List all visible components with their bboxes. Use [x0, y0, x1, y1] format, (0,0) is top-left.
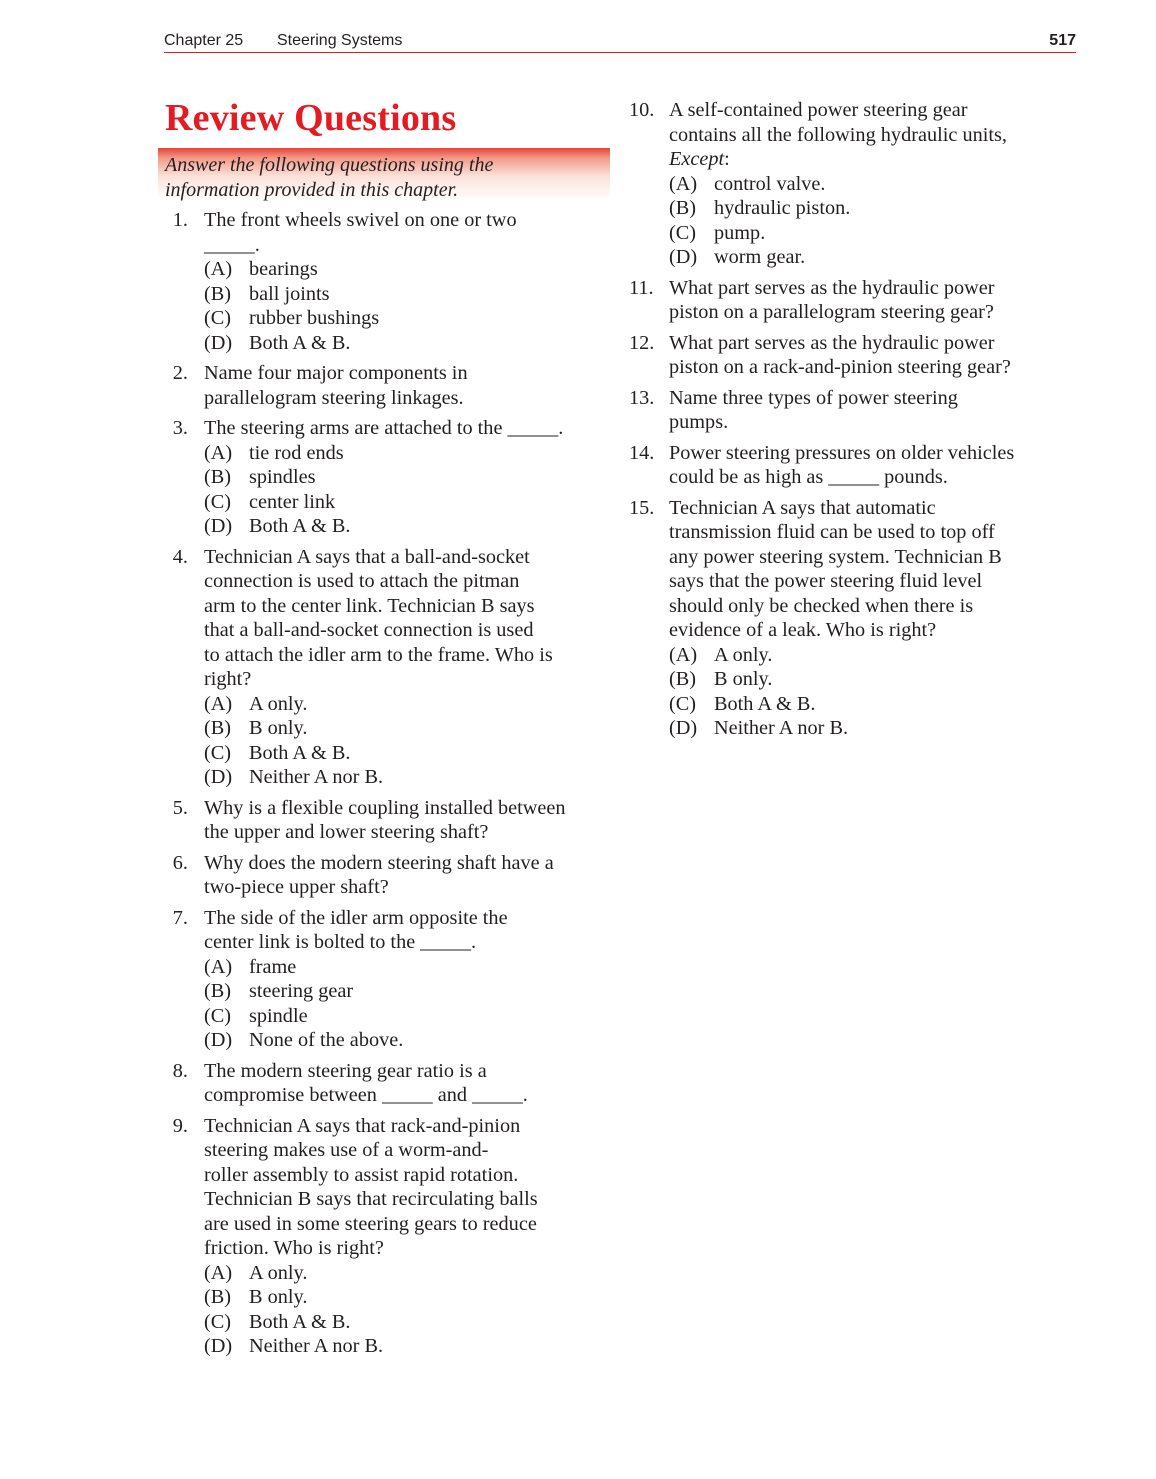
- question-number: 11.: [629, 276, 654, 299]
- page-number: 517: [1049, 32, 1076, 49]
- question-text-line: roller assembly to assist rapid rotation.: [204, 1163, 519, 1186]
- question-text-line: connection is used to attach the pitman: [204, 570, 520, 592]
- intro-text: [158, 148, 610, 202]
- option-letter: (A): [204, 258, 233, 280]
- option-letter: (D): [669, 246, 698, 268]
- question-number: 5.: [172, 796, 188, 819]
- question-text-line: piston on a parallelogram steering gear?: [669, 301, 994, 323]
- answer-option: [164, 257, 566, 282]
- question-text-line: Technician A says that a ball-and-socket: [204, 545, 530, 568]
- right-column: [629, 98, 1014, 747]
- answer-option: [164, 1334, 566, 1359]
- intro-banner: [158, 148, 610, 204]
- question-number: 1.: [172, 209, 188, 231]
- question-number: 6.: [172, 851, 188, 874]
- answer-option: [629, 245, 1014, 270]
- intro-line: Answer the following questions using the: [165, 154, 494, 176]
- question: [164, 851, 566, 900]
- option-letter: (B): [204, 466, 232, 488]
- option-letter: (C): [669, 692, 697, 715]
- question-number: 4.: [172, 545, 188, 568]
- intro-line: information provided in this chapter.: [165, 178, 459, 201]
- question-text-line: A self-contained power steering gear: [669, 99, 968, 121]
- answer-option: [164, 282, 566, 307]
- question-text-line: What part serves as the hydraulic power: [669, 276, 995, 299]
- option-text: worm gear.: [714, 246, 806, 268]
- question-text-line: the upper and lower steering shaft?: [204, 821, 489, 843]
- option-letter: (C): [669, 221, 697, 244]
- option-text: rubber bushings: [249, 307, 380, 329]
- question: [629, 496, 1014, 741]
- option-text: pump.: [714, 221, 766, 244]
- question: [164, 796, 566, 845]
- option-text: spindle: [249, 1004, 308, 1027]
- option-text: B only.: [249, 1286, 308, 1308]
- except-text: Except: [669, 148, 725, 170]
- question-text-line: Technician B says that recirculating balls: [204, 1188, 538, 1210]
- question-text-line: are used in some steering gears to reduce: [204, 1212, 537, 1235]
- answer-option: [164, 1028, 566, 1053]
- question-text-line: center link is bolted to the _____.: [204, 931, 477, 953]
- question-text-line: parallelogram steering linkages.: [204, 386, 464, 409]
- question: [629, 98, 1014, 270]
- answer-option: [164, 306, 566, 331]
- option-letter: (D): [204, 515, 233, 537]
- left-column: [164, 208, 566, 1365]
- question-text-line: Power steering pressures on older vehicles: [669, 441, 1015, 464]
- question: [629, 441, 1014, 490]
- option-letter: (A): [204, 955, 233, 978]
- option-text: Both A & B.: [249, 515, 351, 537]
- question-text-line: The front wheels swivel on one or two: [204, 209, 517, 231]
- answer-option: [629, 643, 1014, 668]
- question-text-line: right?: [204, 668, 252, 690]
- question-text-line: piston on a rack-and-pinion steering gear?: [669, 356, 1011, 378]
- option-text: tie rod ends: [249, 441, 344, 464]
- question-number: 2.: [172, 362, 188, 384]
- question-text-line: Technician A says that rack-and-pinion: [204, 1114, 521, 1137]
- answer-option: [164, 465, 566, 490]
- answer-option: [164, 692, 566, 717]
- option-text: Neither A nor B.: [714, 717, 849, 739]
- option-text: center link: [249, 490, 336, 513]
- option-text: B only.: [249, 717, 308, 739]
- option-letter: (B): [669, 668, 697, 690]
- option-text: steering gear: [249, 980, 354, 1002]
- option-letter: (C): [204, 307, 232, 329]
- option-letter: (A): [204, 692, 233, 715]
- option-text: spindles: [249, 466, 316, 488]
- option-text: Neither A nor B.: [249, 766, 384, 788]
- question: [164, 361, 566, 410]
- option-letter: (C): [204, 741, 232, 764]
- option-text: A only.: [249, 1261, 308, 1284]
- answer-option: [164, 514, 566, 539]
- question: [164, 1059, 566, 1108]
- answer-option: [629, 692, 1014, 717]
- option-letter: (A): [204, 441, 233, 464]
- option-letter: (B): [669, 197, 697, 219]
- question-text-line: any power steering system. Technician B: [669, 545, 1002, 568]
- question-text-line: _____.: [204, 233, 260, 256]
- answer-option: [164, 490, 566, 515]
- question-text-line: Why is a flexible coupling installed between: [204, 796, 566, 819]
- option-text: Neither A nor B.: [249, 1335, 384, 1357]
- question-text-line: The modern steering gear ratio is a: [204, 1059, 487, 1082]
- question-text-line: says that the power steering fluid level: [669, 570, 983, 592]
- question-text-line: transmission fluid can be used to top off: [669, 521, 995, 543]
- question-text-line: What part serves as the hydraulic power: [669, 331, 995, 354]
- option-letter: (B): [204, 980, 232, 1002]
- option-text: bearings: [249, 258, 318, 280]
- question-number: 9.: [172, 1114, 188, 1137]
- question-number: 15.: [629, 496, 655, 519]
- running-header: [164, 30, 1076, 53]
- option-letter: (A): [669, 172, 698, 195]
- answer-option: [164, 979, 566, 1004]
- question-text-line: Technician A says that automatic: [669, 496, 936, 519]
- question: [629, 386, 1014, 435]
- option-letter: (D): [204, 1335, 233, 1357]
- question-text-line: friction. Who is right?: [204, 1237, 384, 1259]
- question-text-line: contains all the following hydraulic units,: [669, 123, 1007, 146]
- question-text-line: to attach the idler arm to the frame. Who is: [204, 643, 553, 666]
- answer-option: [164, 1261, 566, 1286]
- answer-option: [629, 667, 1014, 692]
- question: [164, 1114, 566, 1359]
- answer-option: [629, 716, 1014, 741]
- question: [164, 906, 566, 1053]
- question-number: 10.: [629, 99, 655, 121]
- option-text: None of the above.: [249, 1029, 404, 1051]
- question-text-line: Except:: [669, 148, 730, 170]
- option-text: Both A & B.: [249, 741, 351, 764]
- option-text: B only.: [714, 668, 773, 690]
- option-letter: (C): [204, 490, 232, 513]
- option-text: A only.: [714, 643, 773, 666]
- option-letter: (D): [204, 766, 233, 788]
- question-text-line: should only be checked when there is: [669, 594, 974, 617]
- answer-option: [164, 1004, 566, 1029]
- section-title: Review Questions: [165, 97, 457, 139]
- option-letter: (B): [204, 1286, 232, 1308]
- question-text-line: compromise between _____ and _____.: [204, 1084, 528, 1106]
- answer-option: [164, 741, 566, 766]
- option-letter: (A): [669, 643, 698, 666]
- question-text-line: arm to the center link. Technician B says: [204, 594, 535, 617]
- question: [164, 208, 566, 355]
- question-number: 14.: [629, 441, 655, 464]
- option-letter: (D): [669, 717, 698, 739]
- answer-option: [164, 955, 566, 980]
- option-text: Both A & B.: [249, 1310, 351, 1333]
- option-letter: (B): [204, 717, 232, 739]
- question-text-line: pumps.: [669, 411, 729, 433]
- answer-option: [164, 1285, 566, 1310]
- option-text: frame: [249, 955, 297, 978]
- answer-option: [164, 765, 566, 790]
- option-text: Both A & B.: [714, 692, 816, 715]
- chapter-number: Chapter 25: [164, 32, 244, 49]
- chapter-title: Steering Systems: [277, 32, 403, 49]
- option-letter: (B): [204, 282, 232, 305]
- answer-option: [164, 716, 566, 741]
- question-text-line: evidence of a leak. Who is right?: [669, 619, 937, 641]
- option-letter: (D): [204, 331, 233, 354]
- question-number: 12.: [629, 331, 655, 354]
- option-text: A only.: [249, 692, 308, 715]
- question-number: 8.: [172, 1059, 188, 1082]
- answer-option: [629, 196, 1014, 221]
- answer-option: [164, 1310, 566, 1335]
- question-text-line: that a ball-and-socket connection is used: [204, 619, 534, 641]
- option-letter: (C): [204, 1310, 232, 1333]
- question-text-line: steering makes use of a worm-and-: [204, 1139, 489, 1161]
- question: [164, 416, 566, 539]
- question-text-line: Name three types of power steering: [669, 386, 958, 409]
- option-letter: (C): [204, 1004, 232, 1027]
- answer-option: [164, 441, 566, 466]
- option-text: ball joints: [249, 282, 330, 305]
- question-text-line: The steering arms are attached to the _____.: [204, 417, 564, 439]
- question: [629, 276, 1014, 325]
- option-letter: (D): [204, 1029, 233, 1051]
- question-text-line: Name four major components in: [204, 362, 468, 384]
- question-text-line: The side of the idler arm opposite the: [204, 906, 508, 929]
- question-number: 13.: [629, 386, 655, 409]
- question-text-line: Why does the modern steering shaft have a: [204, 851, 554, 874]
- answer-option: [629, 172, 1014, 197]
- question: [164, 545, 566, 790]
- answer-option: [629, 221, 1014, 246]
- question: [629, 331, 1014, 380]
- answer-option: [164, 331, 566, 356]
- option-text: control valve.: [714, 172, 826, 195]
- option-text: Both A & B.: [249, 331, 351, 354]
- option-text: hydraulic piston.: [714, 197, 851, 219]
- question-number: 3.: [172, 417, 188, 439]
- question-text-line: could be as high as _____ pounds.: [669, 466, 948, 488]
- question-number: 7.: [172, 906, 188, 929]
- question-text-line: two-piece upper shaft?: [204, 876, 389, 898]
- option-letter: (A): [204, 1261, 233, 1284]
